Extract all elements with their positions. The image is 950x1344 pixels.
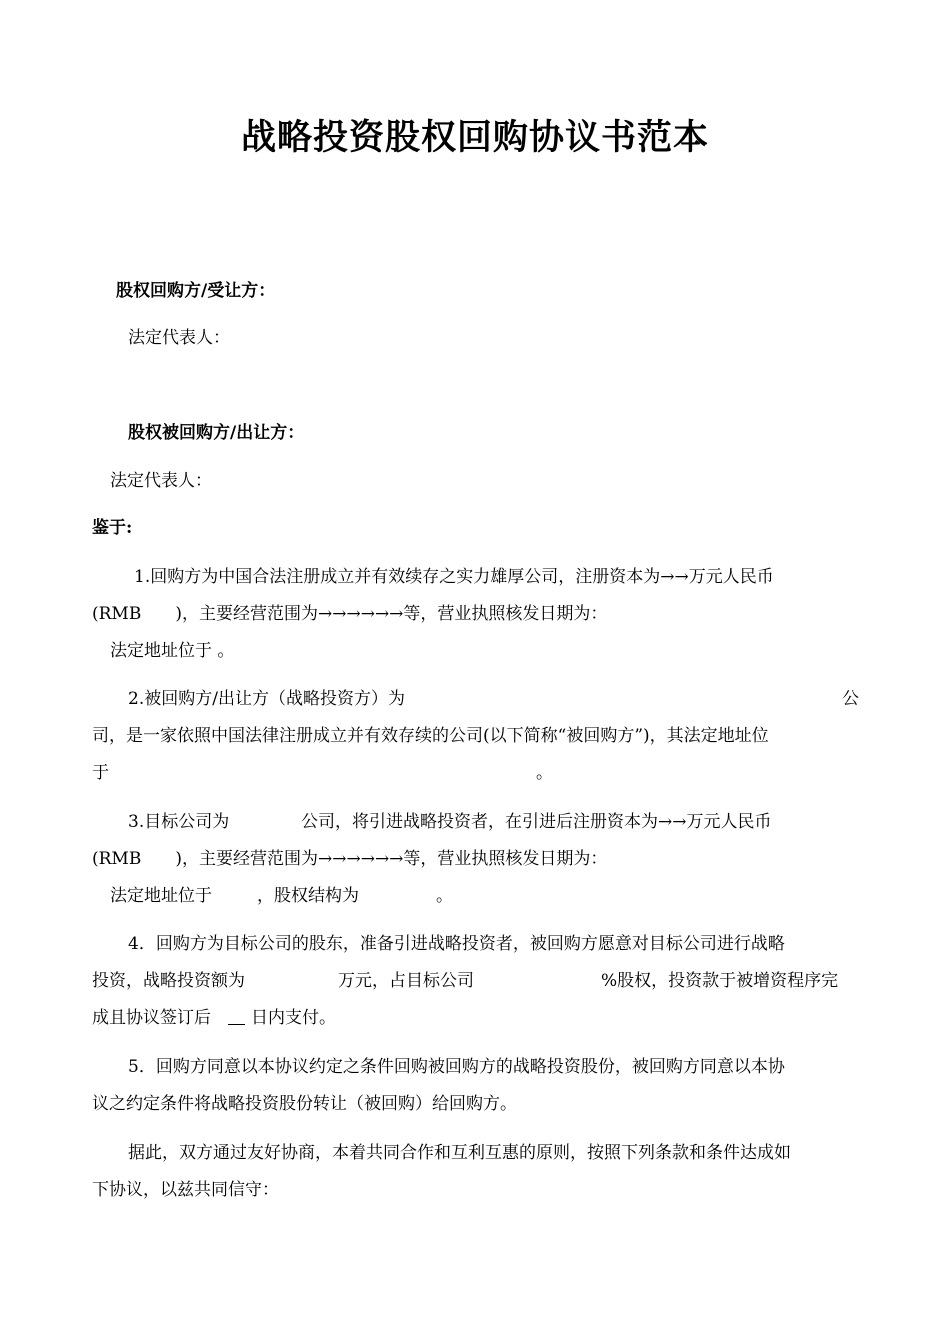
clause3-line2: (RMB )，主要经营范围为→→→→→→等，营业执照核发日期为： — [92, 849, 608, 869]
closing-line1: 据此，双方通过友好协商，本着共同合作和互利互惠的原则，按照下列条款和条件达成如 — [128, 1143, 791, 1163]
clause4-line2-a: 投资，战略投资额为 — [92, 971, 245, 991]
party-a-rep: 法定代表人： — [128, 328, 230, 348]
clause1-line1: 1.回购方为中国合法注册成立并有效续存之实力雄厚公司，注册资本为→→万元人民币 — [134, 567, 774, 587]
clause1-line2: (RMB )，主要经营范围为→→→→→→等，营业执照核发日期为： — [92, 604, 608, 624]
clause3-line3-c: 。 — [436, 886, 453, 906]
clause4-line3-b: 日内支付。 — [251, 1008, 336, 1028]
party-b-label: 股权被回购方/出让方： — [128, 423, 305, 443]
clause2-line1-right: 公 — [842, 689, 859, 709]
clause4-days-blank — [228, 1006, 245, 1030]
clause2-line3-left: 于 — [92, 763, 109, 783]
clause3-line1-a: 3.目标公司为 — [128, 812, 230, 832]
clause2-line2: 司，是一家依照中国法律注册成立并有效存续的公司(以下简称“被回购方”)，其法定地址位 — [92, 726, 769, 746]
clause3-line1-b: 公司，将引进战略投资者，在引进后注册资本为→→万元人民币 — [301, 812, 772, 832]
party-b-rep: 法定代表人： — [110, 471, 212, 491]
clause5-line2: 议之约定条件将战略投资股份转让（被回购）给回购方。 — [92, 1094, 517, 1114]
clause3-line3-b: ，股权结构为 — [257, 886, 359, 906]
document-title: 战略投资股权回购协议书范本 — [240, 117, 709, 158]
clause4-line3-a: 成且协议签订后 — [92, 1008, 211, 1028]
clause5-line1: 5．回购方同意以本协议约定之条件回购被回购方的战略投资股份，被回购方同意以本协 — [128, 1057, 785, 1077]
clause3-line3-a: 法定地址位于 — [110, 886, 212, 906]
clause1-line3: 法定地址位于 。 — [110, 641, 235, 661]
clause4-line2-c: %股权，投资款于被增资程序完 — [601, 971, 839, 991]
closing-line2: 下协议，以兹共同信守： — [92, 1180, 279, 1200]
clause4-line1: 4．回购方为目标公司的股东，准备引进战略投资者，被回购方愿意对目标公司进行战略 — [128, 934, 785, 954]
clause4-line2-b: 万元，占目标公司 — [338, 971, 474, 991]
clause2-line3-right: 。 — [536, 763, 553, 783]
whereas-heading: 鉴于: — [92, 518, 133, 538]
clause2-line1-left: 2.被回购方/出让方（战略投资方）为 — [128, 689, 405, 709]
party-a-label: 股权回购方/受让方： — [116, 281, 276, 301]
